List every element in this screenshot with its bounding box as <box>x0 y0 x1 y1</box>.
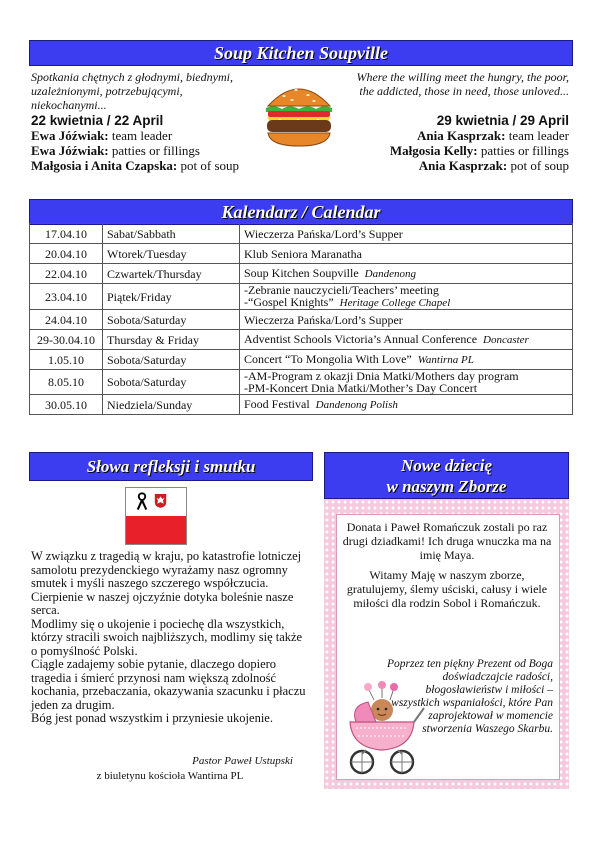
reflection-heading: Słowa refleksji i smutku <box>29 452 313 481</box>
team-row: Małgosia Kelly: patties or fillings <box>389 143 569 158</box>
reflection-paragraph: Cierpienie w naszej ojczyźnie dotyka boleśnie nasze serca. <box>31 589 294 617</box>
calendar-date: 1.05.10 <box>30 350 103 370</box>
calendar-day: Sabat/Sabbath <box>103 224 240 244</box>
reflection-signature: Pastor Paweł Ustupski <box>192 755 293 767</box>
calendar-date: 30.05.10 <box>30 395 103 415</box>
calendar-day: Sobota/Saturday <box>103 370 240 395</box>
calendar-day: Sobota/Saturday <box>103 310 240 330</box>
calendar-event: Klub Seniora Maranatha <box>240 244 573 264</box>
calendar-row <box>30 224 573 244</box>
calendar-row <box>30 244 573 264</box>
reflection-text <box>31 550 307 726</box>
soup-intro-english: Where the willing meet the hungry, the poor, the addicted, those in need, those unloved... <box>356 70 569 98</box>
reflection-paragraph: Ciągle zadajemy sobie pytanie, dlaczego dopiero tragedia i śmierć przynosi nam większą zdolność kochania, przebaczania, okazywania szacunku i płaczu jeden za drugim. <box>31 657 306 712</box>
hamburger-icon <box>262 76 336 148</box>
calendar-event: Wieczerza Pańska/Lord’s Supper <box>240 224 573 244</box>
team-row: Ewa Jóźwiak: team leader <box>31 128 173 143</box>
soup-team-left <box>31 128 239 173</box>
event-location: Wantirna PL <box>417 354 474 366</box>
calendar-heading: Kalendarz / Calendar <box>29 199 573 225</box>
team-row: Małgosia i Anita Czapska: pot of soup <box>31 158 240 173</box>
calendar-date: 24.04.10 <box>30 310 103 330</box>
event-location: Heritage College Chapel <box>339 297 451 309</box>
baby-announcement-text <box>339 520 555 616</box>
reflection-paragraph: Bóg jest ponad wszystkim i przyniesie ukojenie. <box>31 711 273 725</box>
calendar-day: Thursday & Friday <box>103 330 240 350</box>
calendar-row <box>30 284 573 310</box>
team-row: Ewa Jóźwiak: patties or fillings <box>31 143 200 158</box>
calendar-event: -AM-Program z okazji Dnia Matki/Mothers day program -PM-Koncert Dnia Matki/Mother’s Day Concert <box>240 370 573 395</box>
calendar-table <box>29 223 573 415</box>
team-row: Ania Kasprzak: team leader <box>417 128 569 143</box>
polish-eagle-icon <box>154 492 167 509</box>
reflection-paragraph: W związku z tragedią w kraju, po katastrofie lotniczej samolotu prezydenckiego wyrażamy nasz ogromny smutek i myśli naszego szczerego współczucia. <box>31 549 302 590</box>
calendar-event: -Zebranie nauczycieli/Teachers’ meeting -“Gospel Knights” Heritage College Chapel <box>240 284 573 310</box>
calendar-row <box>30 264 573 284</box>
calendar-row <box>30 310 573 330</box>
calendar-day: Czwartek/Thursday <box>103 264 240 284</box>
polish-flag-mourning <box>125 487 187 545</box>
mourning-ribbon-icon <box>136 491 148 511</box>
calendar-day: Wtorek/Tuesday <box>103 244 240 264</box>
event-location: Dandenong <box>364 268 416 280</box>
calendar-row <box>30 370 573 395</box>
soup-date-right: 29 kwietnia / 29 April <box>436 113 569 128</box>
soup-date-left: 22 kwietnia / 22 April <box>31 113 164 128</box>
reflection-paragraph: Modlimy się o ukojenie i pociechę dla wszystkich, którzy stracili swoich najbliższych, modlimy się także o pomyślność Polski. <box>31 616 303 658</box>
calendar-date: 23.04.10 <box>30 284 103 310</box>
calendar-date: 29-30.04.10 <box>30 330 103 350</box>
announcement-paragraph: Donata i Paweł Romańczuk zostali po raz drugi dziadkami! Ich druga wnuczka ma na imię Maya. <box>342 520 552 562</box>
calendar-day: Sobota/Saturday <box>103 350 240 370</box>
calendar-event: Soup Kitchen Soupville Dandenong <box>240 264 573 284</box>
reflection-source: z biuletynu kościoła Wantirna PL <box>96 770 244 782</box>
calendar-day: Piątek/Friday <box>103 284 240 310</box>
event-location: Dandenong Polish <box>315 399 398 411</box>
calendar-event: Wieczerza Pańska/Lord’s Supper <box>240 310 573 330</box>
calendar-date: 8.05.10 <box>30 370 103 395</box>
team-row: Ania Kasprzak: pot of soup <box>418 158 569 173</box>
calendar-date: 17.04.10 <box>30 224 103 244</box>
calendar-event: Food Festival Dandenong Polish <box>240 395 573 415</box>
new-baby-heading: Nowe dziecię w naszym Zborze <box>324 452 569 499</box>
calendar-event: Adventist Schools Victoria’s Annual Conference Doncaster <box>240 330 573 350</box>
calendar-date: 22.04.10 <box>30 264 103 284</box>
blessing-verse: Poprzez ten piękny Prezent od Boga doświadczajcie radości, błogosławieństw i miłości – wszystkich wspaniałości, które Pan zaprojektował w momencie stworzenia Waszego Skarbu. <box>387 658 553 735</box>
calendar-row <box>30 330 573 350</box>
calendar-row <box>30 395 573 415</box>
soup-intro-polish: Spotkania chętnych z głodnymi, biednymi, uzależnionymi, potrzebującymi, niekochanymi... <box>31 70 233 112</box>
calendar-date: 20.04.10 <box>30 244 103 264</box>
calendar-row <box>30 350 573 370</box>
soup-team-right <box>390 128 569 173</box>
announcement-paragraph: Witamy Maję w naszym zborze, gratulujemy, ślemy uściski, całusy i wiele miłości dla rodzin Sobol i Romańczuk. <box>346 568 548 610</box>
soup-kitchen-heading: Soup Kitchen Soupville <box>29 40 573 66</box>
calendar-day: Niedziela/Sunday <box>103 395 240 415</box>
baby-pram-icon <box>336 678 426 778</box>
calendar-event: Concert “To Mongolia With Love” Wantirna PL <box>240 350 573 370</box>
event-location: Doncaster <box>483 334 529 346</box>
